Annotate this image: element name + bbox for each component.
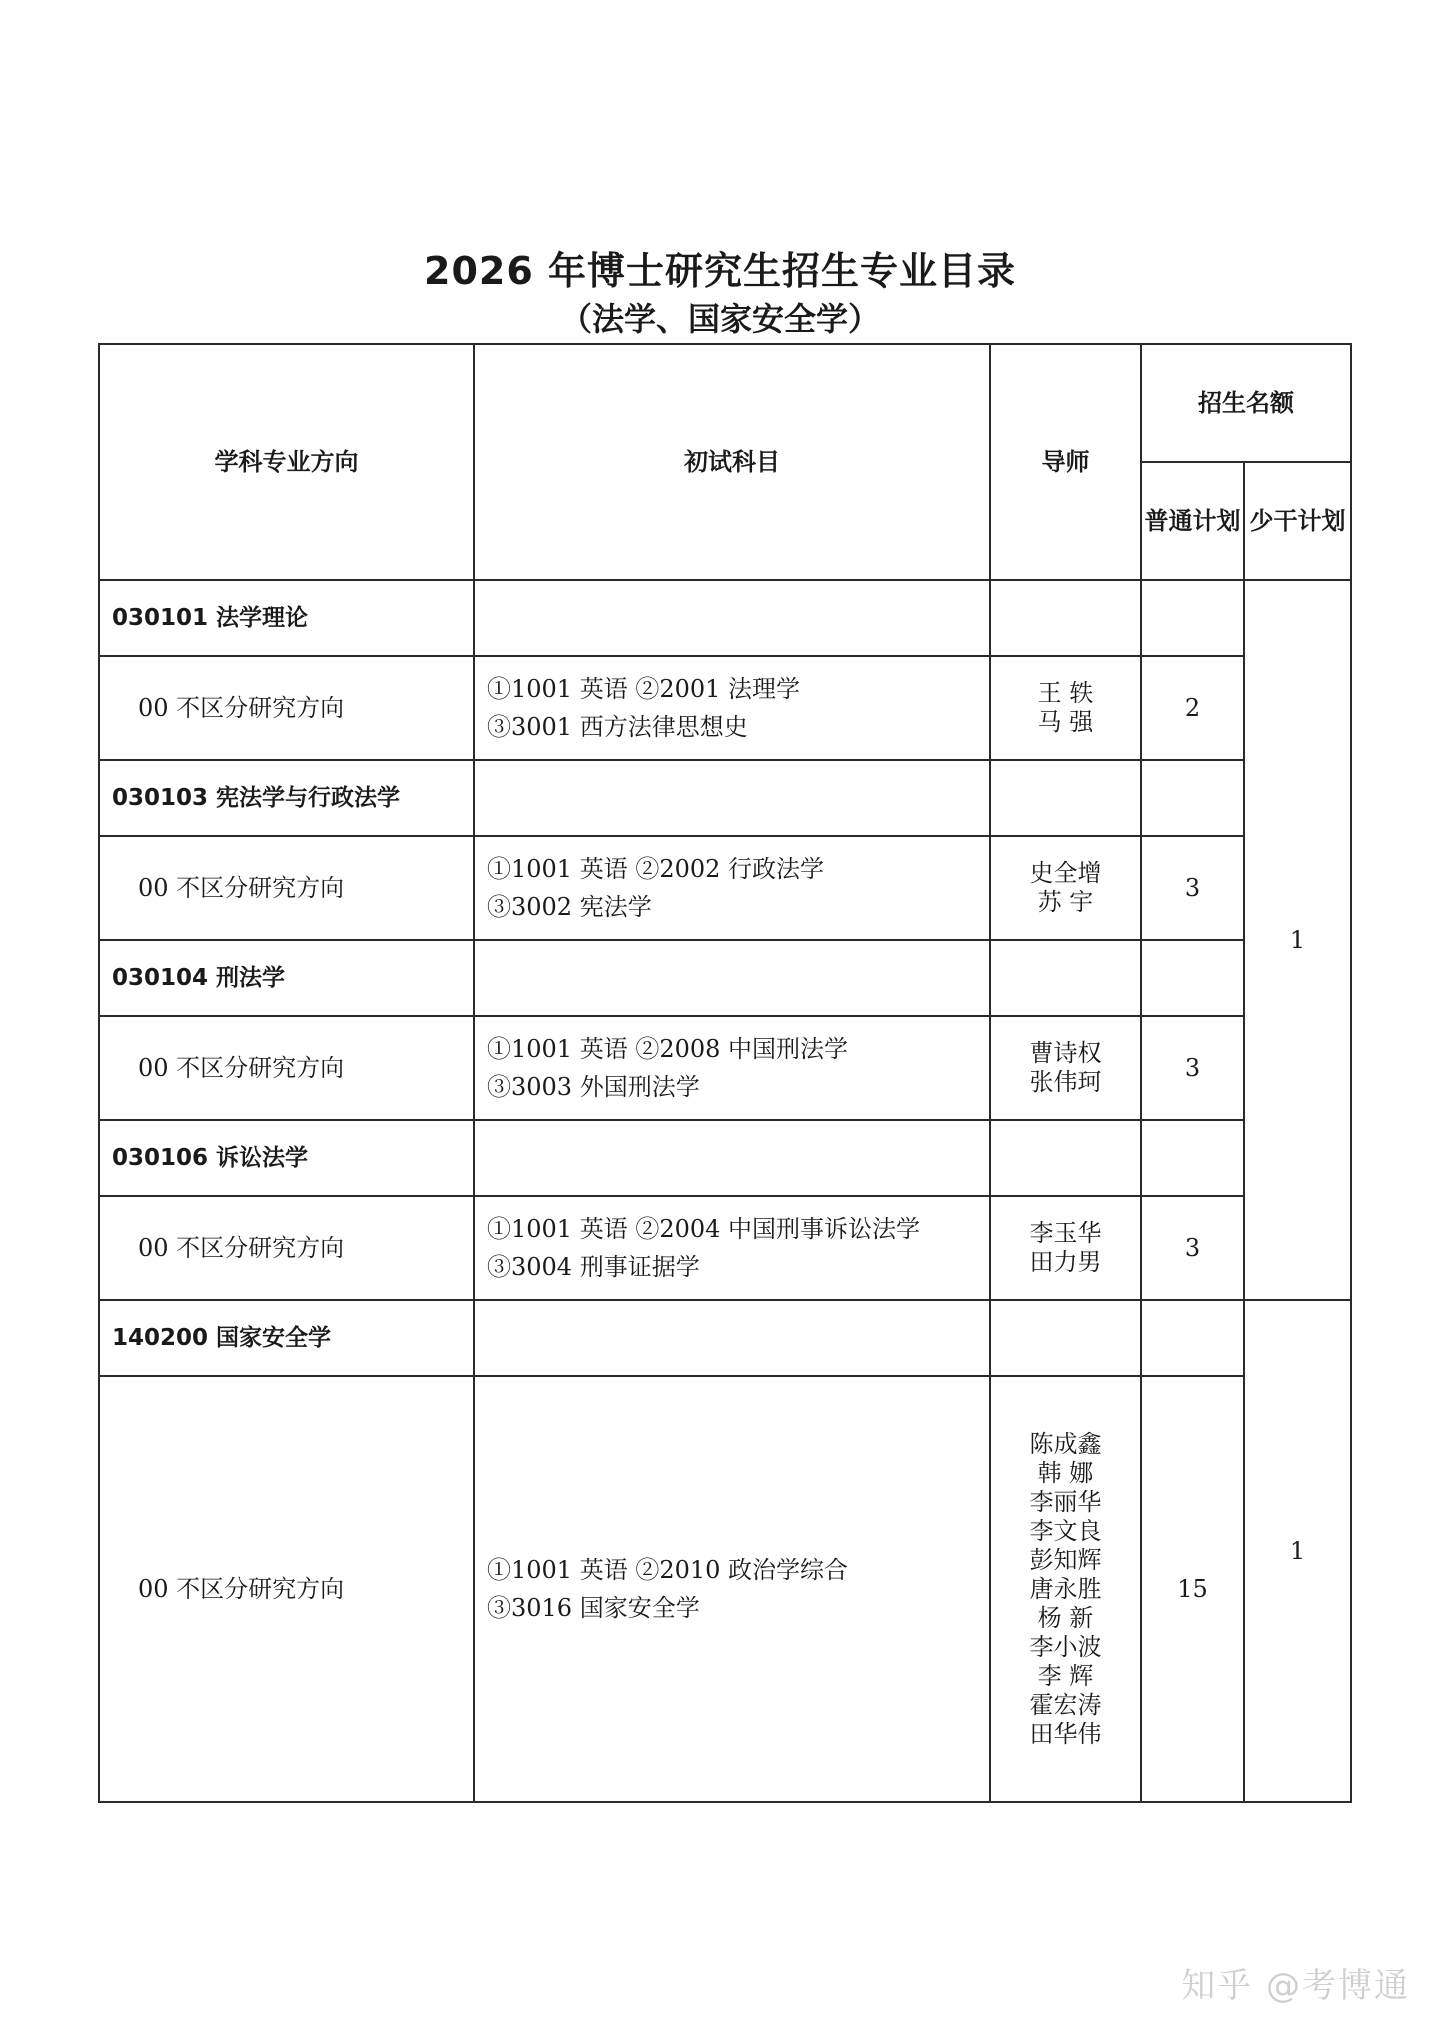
advisor-name: 韩 娜 <box>1037 1458 1094 1487</box>
exam-subjects <box>474 836 990 940</box>
advisor-list <box>990 836 1141 940</box>
header-quota: 招生名额 <box>1141 344 1351 462</box>
exam-subjects <box>474 1196 990 1300</box>
advisor-name: 张伟珂 <box>1029 1068 1102 1096</box>
major-row <box>99 1300 1351 1376</box>
advisor-name: 霍宏涛 <box>1029 1690 1102 1719</box>
direction-row <box>99 656 1351 760</box>
direction-row <box>99 1016 1351 1120</box>
advisor-list <box>990 1016 1141 1120</box>
exam-subjects-line: ①1001 英语 ②2004 中国刑事诉讼法学 <box>487 1215 921 1243</box>
advisor-name: 李玉华 <box>1029 1219 1102 1247</box>
header-advisor: 导师 <box>990 344 1141 580</box>
advisor-name: 田华伟 <box>1029 1719 1102 1748</box>
exam-subjects <box>474 1016 990 1120</box>
regular-quota: 3 <box>1141 1016 1244 1120</box>
major-row <box>99 940 1351 1016</box>
advisor-name: 马 强 <box>1037 708 1094 736</box>
exam-subjects-line: ①1001 英语 ②2002 行政法学 <box>487 855 825 883</box>
major-code-name: 030103 宪法学与行政法学 <box>99 760 474 836</box>
research-direction: 00 不区分研究方向 <box>99 1196 474 1300</box>
direction-row <box>99 1376 1351 1802</box>
advisor-name: 史全增 <box>1029 859 1102 887</box>
research-direction: 00 不区分研究方向 <box>99 836 474 940</box>
regular-quota: 3 <box>1141 836 1244 940</box>
exam-subjects-line: ③3002 宪法学 <box>487 893 652 921</box>
advisor-name: 李丽华 <box>1029 1487 1102 1516</box>
page-title: 2026 年博士研究生招生专业目录 <box>424 249 1016 293</box>
page-subtitle: （法学、国家安全学） <box>559 300 880 338</box>
exam-subjects-line: ③3001 西方法律思想史 <box>487 713 748 741</box>
exam-subjects-line: ①1001 英语 ②2001 法理学 <box>487 675 801 703</box>
header-minority-plan: 少干计划 <box>1244 462 1351 580</box>
minority-quota-law: 1 <box>1244 580 1351 1300</box>
advisor-name: 陈成鑫 <box>1029 1429 1102 1458</box>
research-direction: 00 不区分研究方向 <box>99 1376 474 1802</box>
header-direction: 学科专业方向 <box>99 344 474 580</box>
major-code-name: 030106 诉讼法学 <box>99 1120 474 1196</box>
direction-row <box>99 1196 1351 1300</box>
regular-quota: 15 <box>1141 1376 1244 1802</box>
regular-quota: 2 <box>1141 656 1244 760</box>
regular-quota: 3 <box>1141 1196 1244 1300</box>
exam-subjects-line: ①1001 英语 ②2010 政治学综合 <box>487 1556 849 1584</box>
advisor-name: 彭知辉 <box>1029 1545 1102 1574</box>
major-code-name: 030104 刑法学 <box>99 940 474 1016</box>
direction-row <box>99 836 1351 940</box>
major-code-name: 030101 法学理论 <box>99 580 474 656</box>
research-direction: 00 不区分研究方向 <box>99 656 474 760</box>
advisor-list <box>990 1376 1141 1802</box>
exam-subjects-line: ③3004 刑事证据学 <box>487 1253 700 1281</box>
major-row <box>99 1120 1351 1196</box>
major-row <box>99 760 1351 836</box>
advisor-name: 王 轶 <box>1037 679 1094 707</box>
advisor-name: 唐永胜 <box>1029 1574 1102 1603</box>
watermark: 知乎 @考博通 <box>1181 1966 1410 2006</box>
major-code-name: 140200 国家安全学 <box>99 1300 474 1376</box>
exam-subjects <box>474 1376 990 1802</box>
minority-quota-security: 1 <box>1244 1300 1351 1802</box>
header-regular-plan: 普通计划 <box>1141 462 1244 580</box>
advisor-name: 田力男 <box>1029 1248 1102 1276</box>
exam-subjects <box>474 656 990 760</box>
advisor-name: 李 辉 <box>1037 1661 1094 1690</box>
research-direction: 00 不区分研究方向 <box>99 1016 474 1120</box>
advisor-name: 曹诗权 <box>1029 1039 1102 1067</box>
advisor-name: 杨 新 <box>1037 1603 1094 1632</box>
advisor-list <box>990 656 1141 760</box>
exam-subjects-line: ③3003 外国刑法学 <box>487 1073 700 1101</box>
catalog-table <box>98 343 1352 1803</box>
advisor-name: 李文良 <box>1029 1516 1102 1545</box>
advisor-list <box>990 1196 1141 1300</box>
exam-subjects-line: ①1001 英语 ②2008 中国刑法学 <box>487 1035 849 1063</box>
major-row <box>99 580 1351 656</box>
exam-subjects-line: ③3016 国家安全学 <box>487 1594 700 1622</box>
header-subjects: 初试科目 <box>474 344 990 580</box>
advisor-name: 李小波 <box>1029 1632 1102 1661</box>
advisor-name: 苏 宇 <box>1037 888 1094 916</box>
